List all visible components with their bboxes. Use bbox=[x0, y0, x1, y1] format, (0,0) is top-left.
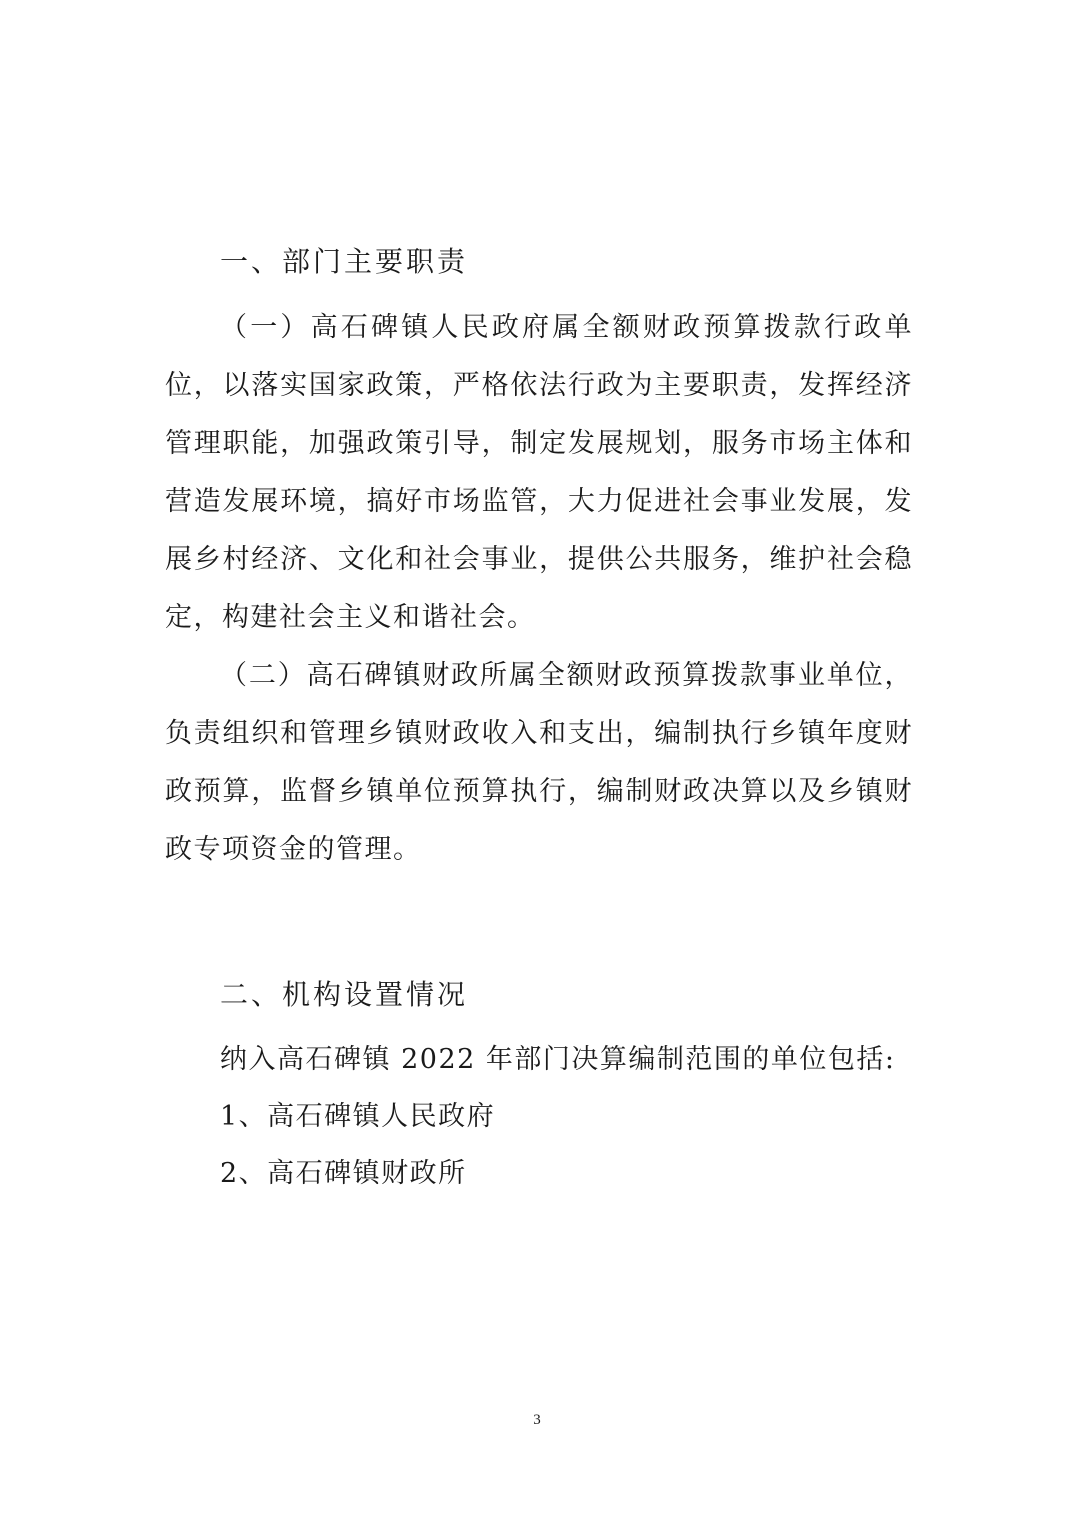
page-number: 3 bbox=[533, 1412, 541, 1428]
duty-paragraph-1: （一）高石碑镇人民政府属全额财政预算拨款行政单位，以落实国家政策，严格依法行政为主要职责，发挥经济管理职能，加强政策引导，制定发展规划，服务市场主体和营造发展环境，搞好市场监管，大力促进社会事业发展，发展乡村经济、文化和社会事业，提供公共服务，维护社会稳定，构建社会主义和谐社会。 bbox=[165, 312, 913, 633]
unit-item-2: 2、高石碑镇财政所 bbox=[220, 1158, 467, 1189]
section-1-body bbox=[165, 299, 913, 879]
section-1-heading: 一、部门主要职责 bbox=[220, 245, 469, 278]
unit-item-1: 1、高石碑镇人民政府 bbox=[220, 1101, 496, 1132]
scope-intro: 纳入高石碑镇 2022 年部门决算编制范围的单位包括: bbox=[220, 1044, 896, 1075]
duty-paragraph-2: （二）高石碑镇财政所属全额财政预算拨款事业单位，负责组织和管理乡镇财政收入和支出，编制执行乡镇年度财政预算，监督乡镇单位预算执行，编制财政决算以及乡镇财政专项资金的管理。 bbox=[165, 660, 913, 865]
section-2-heading: 二、机构设置情况 bbox=[220, 978, 469, 1011]
